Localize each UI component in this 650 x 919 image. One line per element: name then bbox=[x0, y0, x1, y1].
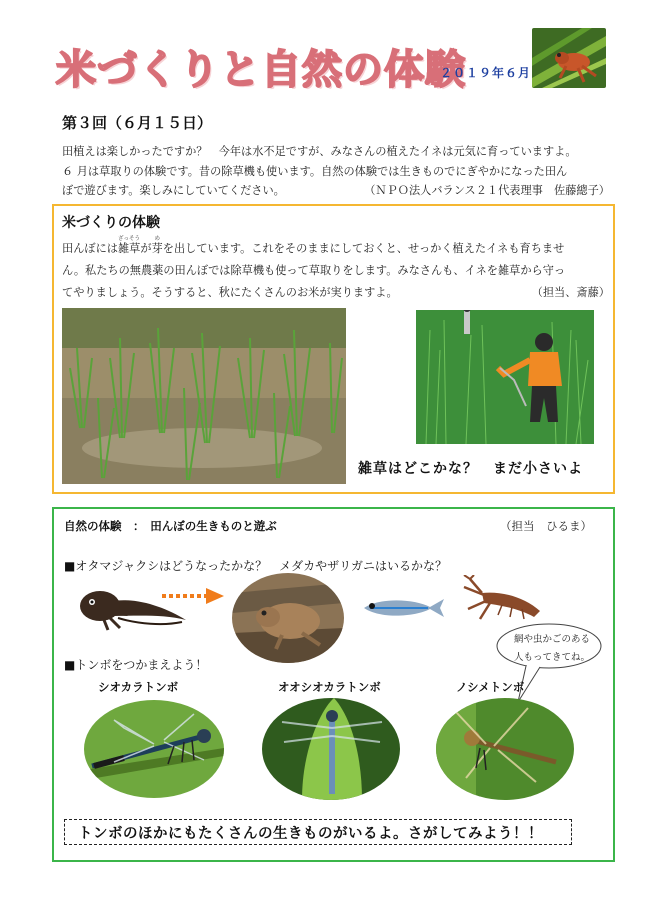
paddy-photo bbox=[62, 308, 346, 484]
nature-section-title: 自然の体験 ： 田んぼの生きものと遊ぶ bbox=[64, 519, 277, 533]
question-dragonfly: ■トンボをつかまえよう！ bbox=[64, 658, 208, 672]
intro-line: 田植えは楽しかったですか？ 今年は水不足ですが、みなさんの植えたイネは元気に育っていますよ。 bbox=[62, 145, 577, 158]
bubble-line: 網や虫かごのある bbox=[513, 634, 590, 645]
session-subtitle: 第３回（６月１５日） bbox=[62, 114, 213, 132]
rice-text: を出しています。これをそのままにしておくと、せっかく植えたイネも育ちませ bbox=[162, 242, 565, 255]
bubble-text bbox=[506, 631, 598, 667]
intro-text bbox=[62, 142, 610, 201]
dragonfly-label-ooshiokara: オオシオカラトンボ bbox=[278, 680, 381, 694]
frog-photo bbox=[532, 28, 606, 88]
weed-kanji: 雑草 bbox=[117, 242, 141, 255]
growth-arrow-icon bbox=[160, 586, 226, 606]
question-tadpole: ■オタマジャクシはどうなったかな？ メダカやザリガニはいるかな？ bbox=[64, 559, 447, 573]
intro-line-text: ぼで遊びます。楽しみにしていてください。 bbox=[62, 184, 285, 197]
rice-line: ん。私たちの無農薬の田んぼでは除草機も使って草取りをします。みなさんも、イネを雑草から守っ bbox=[62, 264, 566, 277]
weeding-photo bbox=[416, 310, 594, 444]
bubble-line: 人もってきてね。 bbox=[513, 652, 590, 663]
dragonfly-label-shiokara: シオカラトンボ bbox=[98, 680, 179, 694]
medaka-fish-illustration bbox=[360, 595, 446, 621]
rice-line bbox=[62, 238, 610, 260]
noshime-dragonfly-photo bbox=[436, 698, 574, 800]
closing-text: トンボのほかにもたくさんの生きものがいるよ。さがしてみよう！！ bbox=[78, 826, 543, 842]
weed-word bbox=[118, 238, 140, 260]
rice-photo-caption: 雑草はどこかな？ まだ小さいよ bbox=[358, 461, 583, 477]
rice-section-body bbox=[62, 238, 610, 304]
page-title: 米づくりと自然の体験 bbox=[56, 47, 466, 93]
ooshiokara-dragonfly-photo bbox=[262, 698, 400, 800]
bud-ruby: め bbox=[154, 236, 161, 242]
rice-line bbox=[62, 282, 610, 304]
intro-line bbox=[62, 181, 610, 201]
rice-section-title: 米づくりの体験 bbox=[62, 215, 160, 231]
nature-section-owner: （担当 ひるま） bbox=[500, 519, 592, 533]
frog-oval-photo bbox=[232, 573, 344, 663]
weed-ruby: ざっそう bbox=[117, 236, 140, 242]
shiokara-dragonfly-photo bbox=[84, 700, 224, 798]
dragonfly-label-noshime: ノシメトンボ bbox=[456, 680, 525, 694]
crayfish-illustration bbox=[462, 575, 546, 621]
bud-word bbox=[152, 238, 163, 260]
rice-owner: （担当、斎藤） bbox=[531, 286, 610, 299]
intro-line: ６ 月は草取りの体験です。昔の除草機も使います。自然の体験では生きものでにぎやかになった田ん bbox=[62, 164, 568, 178]
rice-text: 田んぼには bbox=[62, 242, 118, 255]
intro-author: （ＮＰＯ法人バランス２１代表理事 佐藤總子） bbox=[364, 184, 610, 197]
rice-text: が bbox=[140, 242, 152, 255]
rice-text: てやりましょう。そうすると、秋にたくさんのお米が実りますよ。 bbox=[62, 286, 398, 299]
issue-date: ２０１９年６月 bbox=[440, 66, 532, 80]
bud-kanji: 芽 bbox=[151, 242, 163, 255]
